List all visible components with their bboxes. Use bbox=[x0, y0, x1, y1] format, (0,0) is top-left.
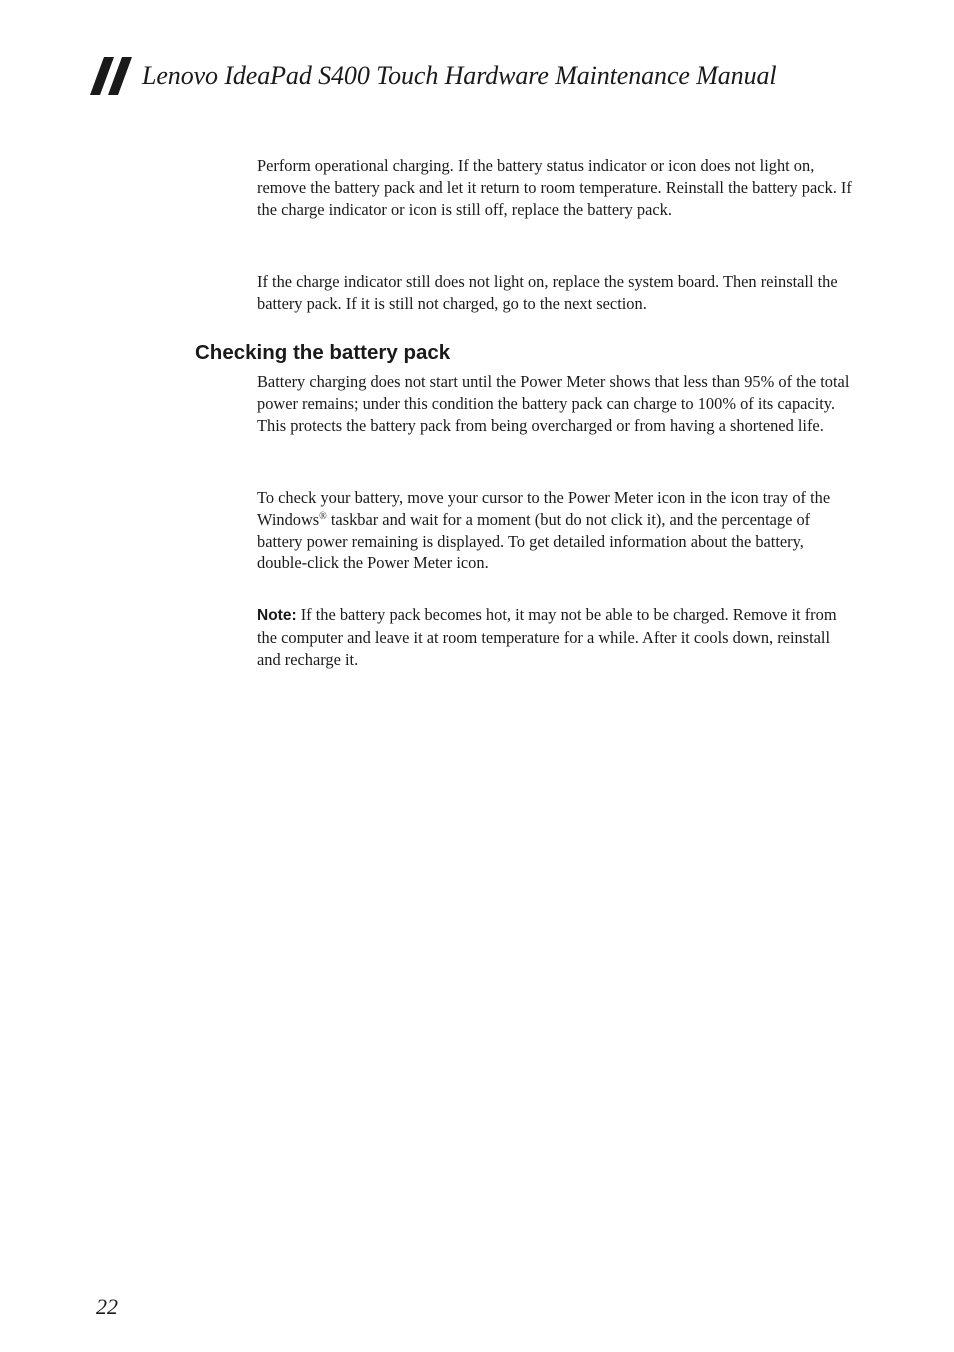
battery-charging-paragraph: Battery charging does not start until the Power Meter shows that less than 95% of the total power remains; under this condition the battery pack can charge to 100% of its capacity. This protects the battery pack from being overcharged or from having a shortened life. bbox=[257, 372, 850, 435]
note-paragraph bbox=[257, 604, 857, 670]
charge-indicator-paragraph: If the charge indicator still does not light on, replace the system board. Then reinstall the battery pack. If it is still not charged, go to the next section. bbox=[257, 272, 838, 313]
operational-charging-paragraph: Perform operational charging. If the battery status indicator or icon does not light on, remove the battery pack and let it return to room temperature. Reinstall the battery pack. If the charge indicator or icon is still off, replace the battery pack. bbox=[257, 156, 852, 219]
check-battery-text-end: taskbar and wait for a moment (but do not click it), and the percentage of battery power remaining is displayed. To get detailed information about the battery, double-click the Power Meter icon. bbox=[257, 509, 811, 573]
check-battery-text-start: To check your battery, move your cursor to the Power Meter icon in the icon tray of the Windows bbox=[257, 488, 831, 529]
page-number: 22 bbox=[96, 1294, 118, 1319]
registered-trademark: ® bbox=[319, 510, 327, 522]
note-text: If the battery pack becomes hot, it may not be able to be charged. Remove it from the computer and leave it at room temperature for a while. After it cools down, reinstall and recharge it. bbox=[257, 605, 837, 669]
page-header bbox=[90, 56, 777, 96]
double-slash-mark-icon bbox=[90, 57, 134, 95]
check-battery-paragraph bbox=[257, 487, 857, 574]
note-label: Note: bbox=[257, 607, 297, 624]
section-heading: Checking the battery pack bbox=[195, 341, 451, 364]
manual-title: Lenovo IdeaPad S400 Touch Hardware Maintenance Manual bbox=[142, 61, 777, 90]
